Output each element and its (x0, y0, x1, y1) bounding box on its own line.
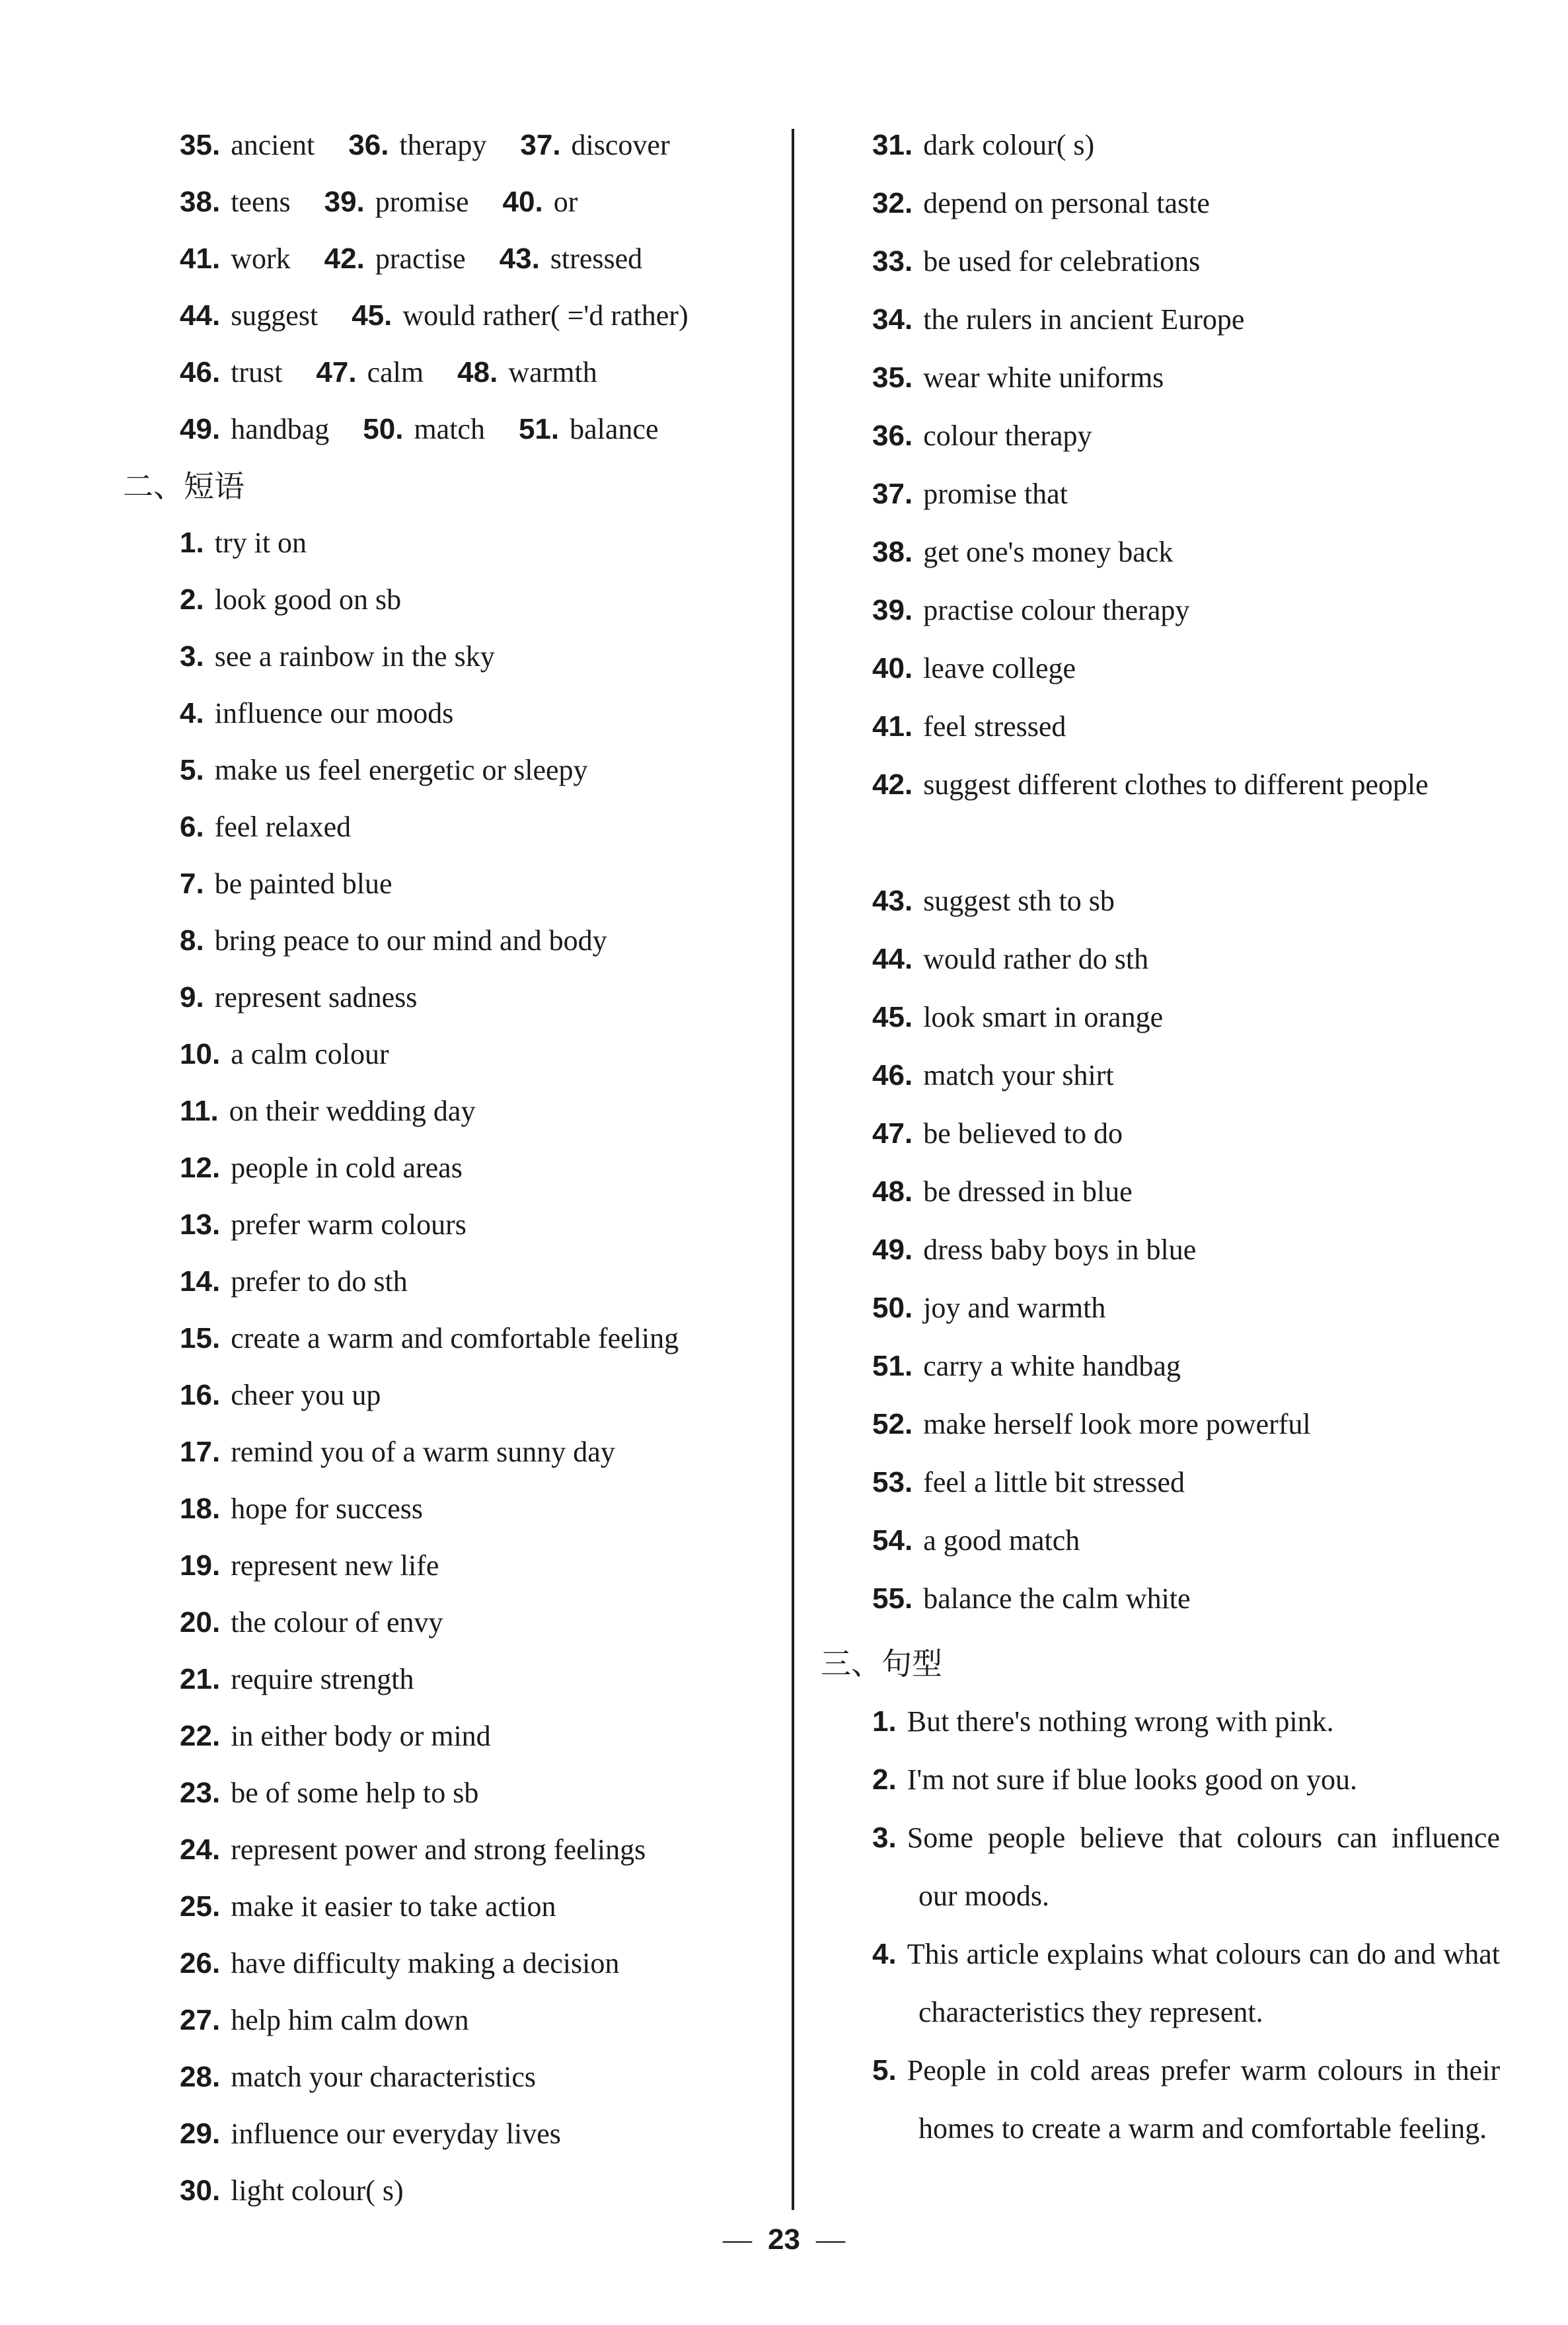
list-item: 55. balance the calm white (872, 1582, 1191, 1615)
item-number: 45 (352, 299, 385, 332)
item-text: look smart in orange (923, 1001, 1164, 1033)
item-text: make herself look more powerful (923, 1408, 1311, 1440)
item-number: 2 (180, 583, 196, 616)
list-item: 40. leave college (872, 652, 1076, 684)
item-text: require strength (231, 1663, 414, 1695)
item-number: 26 (180, 1947, 212, 1979)
item-number: 16 (180, 1379, 212, 1411)
item-number: 7 (180, 867, 196, 900)
vocab-word: trust (231, 356, 283, 388)
item-number: 5 (180, 754, 196, 786)
item-number: 49 (180, 413, 212, 445)
item-text: feel relaxed (214, 811, 352, 843)
item-number: 4 (180, 697, 196, 729)
list-item: 14. prefer to do sth (180, 1265, 408, 1298)
item-number: 38 (872, 536, 905, 568)
vocab-word: would rather( ='d rather) (402, 299, 689, 332)
item-text: colour therapy (923, 420, 1092, 452)
list-item: 22. in either body or mind (180, 1720, 491, 1752)
item-text: see a rainbow in the sky (214, 640, 495, 673)
item-text: make us feel energetic or sleepy (214, 754, 588, 786)
list-item: 6. feel relaxed (180, 811, 352, 843)
list-item: 35. wear white uniforms (872, 361, 1164, 394)
vocab-word: suggest (231, 299, 318, 332)
item-number: 17 (180, 1436, 212, 1468)
list-item: 5. People in cold areas prefer warm colours in their homes to create a warm and comfortable feeling. (872, 2054, 1500, 2145)
item-text: a calm colour (231, 1038, 389, 1070)
item-number: 44 (180, 299, 212, 332)
item-number: 19 (180, 1549, 212, 1582)
list-item: 4. influence our moods (180, 697, 454, 729)
list-item: 39. practise colour therapy (872, 594, 1190, 626)
list-item: 30. light colour( s) (180, 2174, 404, 2207)
section-heading: 二、短语 (123, 468, 244, 504)
vocab-row: 41. work 42. practise 43. stressed (180, 242, 643, 275)
item-number: 41 (180, 242, 212, 275)
item-text: suggest different clothes to different people (923, 768, 1429, 801)
list-item: 31. dark colour( s) (872, 129, 1095, 161)
item-number: 39 (324, 186, 357, 218)
item-number: 48 (457, 356, 490, 388)
item-number: 42 (872, 768, 905, 801)
item-text: help him calm down (231, 2004, 469, 2036)
item-number: 44 (872, 943, 905, 975)
item-number: 50 (363, 413, 396, 445)
section-heading: 三、句型 (821, 1646, 942, 1681)
list-item: 11. on their wedding day (180, 1095, 476, 1127)
item-text: feel stressed (923, 710, 1066, 743)
item-number: 6 (180, 811, 196, 843)
vocab-word: teens (231, 186, 291, 218)
list-item: 5. make us feel energetic or sleepy (180, 754, 588, 786)
item-number: 55 (872, 1582, 905, 1615)
item-number: 43 (499, 242, 532, 275)
item-text: on their wedding day (229, 1095, 476, 1127)
item-number: 14 (180, 1265, 212, 1298)
item-text: prefer warm colours (231, 1208, 467, 1241)
list-item: 34. the rulers in ancient Europe (872, 303, 1245, 336)
item-text: create a warm and comfortable feeling (231, 1322, 679, 1354)
item-text: bring peace to our mind and body (214, 924, 607, 957)
vocab-row: 49. handbag 50. match 51. balance (180, 413, 659, 445)
item-number: 23 (180, 1777, 212, 1809)
item-text: be dressed in blue (923, 1175, 1133, 1208)
item-text: practise colour therapy (923, 594, 1190, 626)
item-text: be painted blue (214, 867, 392, 900)
vocab-word: balance (570, 413, 659, 445)
item-text: But there's nothing wrong with pink. (907, 1705, 1334, 1738)
item-text: the rulers in ancient Europe (923, 303, 1245, 336)
item-number: 35 (872, 361, 905, 394)
item-text: Some people believe that colours can influence our moods. (907, 1822, 1500, 1912)
item-number: 22 (180, 1720, 212, 1752)
list-item: 43. suggest sth to sb (872, 885, 1115, 917)
item-text: people in cold areas (231, 1152, 463, 1184)
item-text: wear white uniforms (923, 361, 1164, 394)
item-number: 20 (180, 1606, 212, 1639)
item-number: 24 (180, 1833, 212, 1866)
item-number: 50 (872, 1292, 905, 1324)
list-item: 47. be believed to do (872, 1117, 1123, 1150)
list-item: 26. have difficulty making a decision (180, 1947, 620, 1979)
item-number: 36 (348, 129, 381, 161)
item-number: 40 (872, 652, 905, 684)
item-text: influence our moods (214, 697, 454, 729)
vocab-word: stressed (550, 242, 643, 275)
item-text: I'm not sure if blue looks good on you. (907, 1763, 1358, 1796)
item-text: light colour( s) (231, 2174, 404, 2207)
item-number: 13 (180, 1208, 212, 1241)
item-number: 53 (872, 1466, 905, 1498)
item-number: 28 (180, 2061, 212, 2093)
item-text: try it on (214, 527, 307, 559)
item-number: 41 (872, 710, 905, 743)
list-item: 17. remind you of a warm sunny day (180, 1436, 615, 1468)
item-text: represent power and strong feelings (231, 1833, 646, 1866)
item-number: 8 (180, 924, 196, 957)
item-text: the colour of envy (231, 1606, 443, 1639)
item-number: 35 (180, 129, 212, 161)
item-text: suggest sth to sb (923, 885, 1115, 917)
vocab-word: handbag (231, 413, 330, 445)
list-item: 51. carry a white handbag (872, 1350, 1181, 1382)
item-number: 36 (872, 420, 905, 452)
list-item: 21. require strength (180, 1663, 414, 1695)
item-text: promise that (923, 478, 1068, 510)
item-number: 48 (872, 1175, 905, 1208)
list-item: 38. get one's money back (872, 536, 1174, 568)
item-text: carry a white handbag (923, 1350, 1181, 1382)
item-number: 51 (518, 413, 551, 445)
vocab-word: work (231, 242, 291, 275)
list-item: 7. be painted blue (180, 867, 392, 900)
item-number: 5 (872, 2054, 889, 2086)
item-number: 27 (180, 2004, 212, 2036)
item-text: be used for celebrations (923, 245, 1201, 277)
vocab-word: or (553, 186, 578, 218)
list-item: 50. joy and warmth (872, 1292, 1106, 1324)
list-item: 53. feel a little bit stressed (872, 1466, 1185, 1498)
item-text: influence our everyday lives (231, 2118, 561, 2150)
list-item: 12. people in cold areas (180, 1152, 463, 1184)
list-item: 16. cheer you up (180, 1379, 381, 1411)
item-number: 12 (180, 1152, 212, 1184)
list-item: 46. match your shirt (872, 1059, 1114, 1091)
item-number: 54 (872, 1524, 905, 1557)
vocab-word: therapy (399, 129, 487, 161)
vocab-row: 44. suggest 45. would rather( ='d rather) (180, 299, 689, 332)
item-number: 29 (180, 2118, 212, 2150)
list-item: 36. colour therapy (872, 420, 1092, 452)
item-number: 3 (872, 1822, 889, 1854)
list-item: 2. I'm not sure if blue looks good on you. (872, 1763, 1358, 1796)
item-text: This article explains what colours can do and what characteristics they represent. (907, 1938, 1500, 2028)
item-number: 45 (872, 1001, 905, 1033)
item-number: 37 (872, 478, 905, 510)
page-footer (0, 2220, 1568, 2260)
item-number: 25 (180, 1890, 212, 1923)
item-text: balance the calm white (923, 1582, 1191, 1615)
list-item: 8. bring peace to our mind and body (180, 924, 607, 957)
item-number: 3 (180, 640, 196, 673)
list-item: 15. create a warm and comfortable feeling (180, 1322, 679, 1354)
item-text: remind you of a warm sunny day (231, 1436, 615, 1468)
item-number: 15 (180, 1322, 212, 1354)
item-number: 38 (180, 186, 212, 218)
vocab-word: discover (571, 129, 670, 161)
list-item: 19. represent new life (180, 1549, 439, 1582)
list-item: 52. make herself look more powerful (872, 1408, 1311, 1440)
item-number: 4 (872, 1938, 889, 1970)
item-number: 31 (872, 129, 905, 161)
item-text: look good on sb (214, 583, 402, 616)
list-item: 42. suggest different clothes to different people (872, 768, 1429, 801)
item-number: 1 (180, 527, 196, 559)
vocab-word: warmth (508, 356, 597, 388)
vocab-word: ancient (231, 129, 315, 161)
item-number: 52 (872, 1408, 905, 1440)
item-number: 46 (872, 1059, 905, 1091)
item-text: dress baby boys in blue (923, 1234, 1197, 1266)
item-text: be of some help to sb (231, 1777, 479, 1809)
list-item: 28. match your characteristics (180, 2061, 536, 2093)
item-text: dark colour( s) (923, 129, 1095, 161)
list-item: 45. look smart in orange (872, 1001, 1164, 1033)
item-text: prefer to do sth (231, 1265, 408, 1298)
list-item: 24. represent power and strong feelings (180, 1833, 646, 1866)
list-item: 9. represent sadness (180, 981, 418, 1014)
list-item: 33. be used for celebrations (872, 245, 1201, 277)
item-text: would rather do sth (923, 943, 1149, 975)
list-item: 44. would rather do sth (872, 943, 1149, 975)
item-text: People in cold areas prefer warm colours in their homes to create a warm and comfortable feeling. (907, 2054, 1500, 2145)
item-text: hope for success (231, 1493, 423, 1525)
list-item: 32. depend on personal taste (872, 187, 1210, 219)
item-number: 32 (872, 187, 905, 219)
item-text: match your characteristics (231, 2061, 536, 2093)
item-number: 37 (520, 129, 553, 161)
vocab-row: 35. ancient 36. therapy 37. discover (180, 129, 670, 161)
list-item: 3. see a rainbow in the sky (180, 640, 495, 673)
item-number: 43 (872, 885, 905, 917)
item-number: 10 (180, 1038, 212, 1070)
column-divider (792, 129, 794, 2210)
vocab-word: practise (375, 242, 466, 275)
list-item: 1. try it on (180, 527, 307, 559)
item-text: get one's money back (923, 536, 1174, 568)
item-text: represent new life (231, 1549, 439, 1582)
item-number: 47 (316, 356, 349, 388)
list-item: 2. look good on sb (180, 583, 402, 616)
list-item: 18. hope for success (180, 1493, 423, 1525)
item-number: 34 (872, 303, 905, 336)
item-text: cheer you up (231, 1379, 381, 1411)
item-number: 18 (180, 1493, 212, 1525)
list-item: 3. Some people believe that colours can influence our moods. (872, 1822, 1500, 1912)
vocab-row: 38. teens 39. promise 40. or (180, 186, 578, 218)
page-number: 23 (768, 2223, 800, 2256)
item-number: 40 (502, 186, 535, 218)
item-text: joy and warmth (923, 1292, 1106, 1324)
vocab-row: 46. trust 47. calm 48. warmth (180, 356, 597, 388)
item-number: 9 (180, 981, 196, 1014)
item-number: 49 (872, 1234, 905, 1266)
item-number: 30 (180, 2174, 212, 2207)
list-item: 25. make it easier to take action (180, 1890, 556, 1923)
item-text: match your shirt (923, 1059, 1114, 1091)
item-text: feel a little bit stressed (923, 1466, 1185, 1498)
item-text: make it easier to take action (231, 1890, 556, 1923)
item-text: leave college (923, 652, 1076, 684)
list-item: 20. the colour of envy (180, 1606, 443, 1639)
item-number: 21 (180, 1663, 212, 1695)
list-item: 4. This article explains what colours can do and what characteristics they represent. (872, 1938, 1500, 2028)
item-text: have difficulty making a decision (231, 1947, 620, 1979)
list-item: 41. feel stressed (872, 710, 1066, 743)
list-item: 13. prefer warm colours (180, 1208, 467, 1241)
list-item: 27. help him calm down (180, 2004, 469, 2036)
item-text: a good match (923, 1524, 1080, 1557)
list-item: 1. But there's nothing wrong with pink. (872, 1705, 1334, 1738)
item-text: depend on personal taste (923, 187, 1210, 219)
item-number: 46 (180, 356, 212, 388)
vocab-word: calm (367, 356, 424, 388)
list-item: 29. influence our everyday lives (180, 2118, 561, 2150)
list-item: 37. promise that (872, 478, 1068, 510)
item-number: 47 (872, 1117, 905, 1150)
list-item: 48. be dressed in blue (872, 1175, 1133, 1208)
dash-left: — (723, 2223, 753, 2256)
item-number: 51 (872, 1350, 905, 1382)
item-number: 42 (324, 242, 357, 275)
item-number: 1 (872, 1705, 889, 1738)
item-number: 2 (872, 1763, 889, 1796)
item-text: in either body or mind (231, 1720, 491, 1752)
item-text: represent sadness (214, 981, 418, 1014)
list-item: 49. dress baby boys in blue (872, 1234, 1197, 1266)
vocab-word: promise (375, 186, 469, 218)
item-number: 11 (180, 1095, 211, 1127)
item-number: 39 (872, 594, 905, 626)
list-item: 10. a calm colour (180, 1038, 389, 1070)
list-item: 54. a good match (872, 1524, 1080, 1557)
dash-right: — (815, 2223, 845, 2256)
item-text: be believed to do (923, 1117, 1123, 1150)
list-item: 23. be of some help to sb (180, 1777, 479, 1809)
item-number: 33 (872, 245, 905, 277)
vocab-word: match (414, 413, 485, 445)
